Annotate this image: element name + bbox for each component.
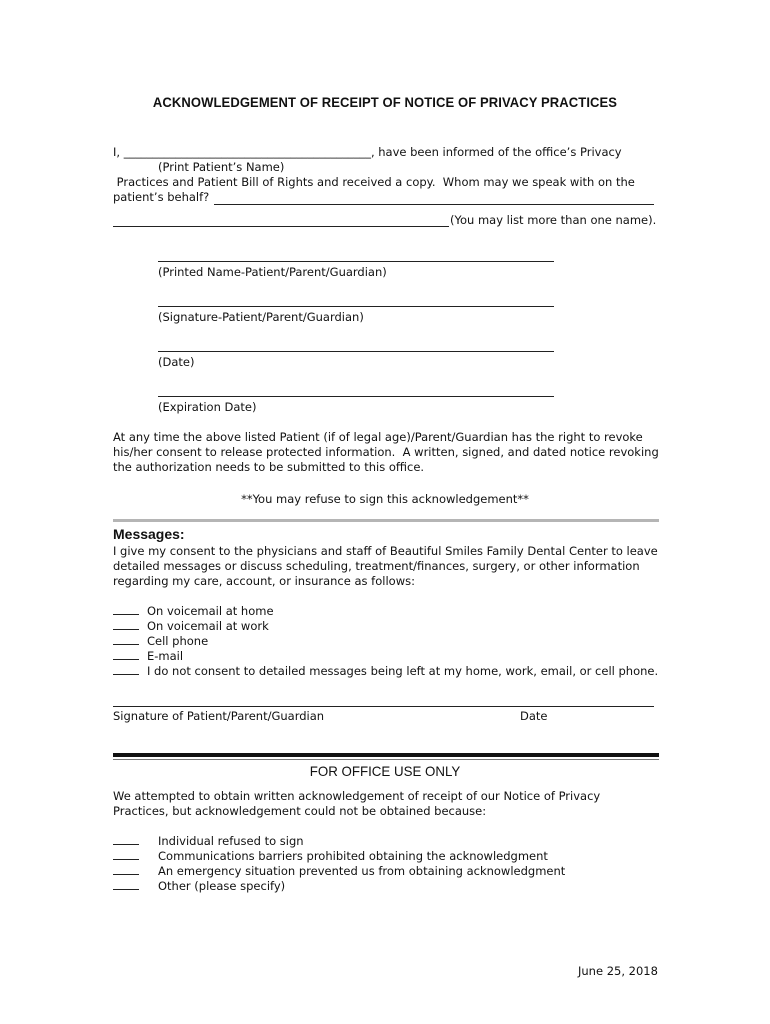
reason-item xyxy=(113,864,565,879)
option-checkbox-blank[interactable] xyxy=(113,634,139,645)
option-label: On voicemail at work xyxy=(147,619,269,633)
footer-date: June 25, 2018 xyxy=(578,964,658,978)
messages-line-2: detailed messages or discuss scheduling, treatment/finances, surgery, or other information xyxy=(113,559,640,573)
reason-checkbox-blank[interactable] xyxy=(113,879,139,890)
behalf-names-line-2[interactable] xyxy=(113,226,449,227)
revoke-line-3: the authorization needs to be submitted to this office. xyxy=(113,460,425,474)
message-option xyxy=(113,619,269,634)
message-option xyxy=(113,649,183,664)
patient-signature-label: Signature of Patient/Parent/Guardian xyxy=(113,709,325,723)
refuse-note: **You may refuse to sign this acknowledgement** xyxy=(241,492,529,506)
signature-label: (Signature-Patient/Parent/Guardian) xyxy=(158,310,364,324)
intro-prefix: I, xyxy=(113,145,124,159)
print-name-label: (Print Patient’s Name) xyxy=(158,160,285,174)
message-option xyxy=(113,604,274,619)
message-option xyxy=(113,664,658,679)
reason-label: An emergency situation prevented us from obtaining acknowledgment xyxy=(158,864,566,878)
option-checkbox-blank[interactable] xyxy=(113,604,139,615)
office-line-1: We attempted to obtain written acknowledgement of receipt of our Notice of Privacy xyxy=(113,789,601,803)
intro-line-1 xyxy=(113,145,622,160)
message-option xyxy=(113,634,208,649)
messages-line-3: regarding my care, account, or insurance as follows: xyxy=(113,574,415,588)
intro-line-3: patient’s behalf? xyxy=(113,190,213,204)
option-label: Cell phone xyxy=(147,634,209,648)
reason-label: Other (please specify) xyxy=(158,879,286,893)
document-title: ACKNOWLEDGEMENT OF RECEIPT OF NOTICE OF PRIVACY PRACTICES xyxy=(152,94,618,110)
option-checkbox-blank[interactable] xyxy=(113,619,139,630)
printed-name-line[interactable] xyxy=(158,261,554,262)
revoke-line-1: At any time the above listed Patient (if of legal age)/Parent/Guardian has the right to revoke xyxy=(113,430,643,444)
option-checkbox-blank[interactable] xyxy=(113,649,139,660)
patient-date-label: Date xyxy=(520,709,548,723)
reason-item xyxy=(113,834,304,849)
reason-item xyxy=(113,879,285,894)
reason-label: Communications barriers prohibited obtaining the acknowledgment xyxy=(158,849,548,863)
office-line-2: Practices, but acknowledgement could not be obtained because: xyxy=(113,804,487,818)
reason-item xyxy=(113,849,548,864)
intro-suffix: , have been informed of the office’s Privacy xyxy=(370,145,622,159)
reason-checkbox-blank[interactable] xyxy=(113,864,139,875)
signature-line[interactable] xyxy=(158,306,554,307)
list-more-note: (You may list more than one name). xyxy=(450,213,657,227)
revoke-line-2: his/her consent to release protected information. A written, signed, and dated notice revoking xyxy=(113,445,659,459)
behalf-names-line-1[interactable] xyxy=(214,204,654,205)
option-checkbox-blank[interactable] xyxy=(113,664,139,675)
date-label: (Date) xyxy=(158,355,195,369)
printed-name-label: (Printed Name-Patient/Parent/Guardian) xyxy=(158,265,387,279)
option-label: I do not consent to detailed messages being left at my home, work, email, or cell phone. xyxy=(147,664,659,678)
reason-label: Individual refused to sign xyxy=(158,834,304,848)
intro-line-2: Practices and Patient Bill of Rights and received a copy. Whom may we speak with on the xyxy=(113,175,635,189)
date-line[interactable] xyxy=(158,351,554,352)
patient-signature-line[interactable] xyxy=(113,706,654,707)
office-use-heading: FOR OFFICE USE ONLY xyxy=(309,763,461,779)
expiration-date-label: (Expiration Date) xyxy=(158,400,257,414)
office-divider-thin xyxy=(113,759,659,760)
reason-checkbox-blank[interactable] xyxy=(113,834,139,845)
messages-line-1: I give my consent to the physicians and staff of Beautiful Smiles Family Dental Center to leave xyxy=(113,544,658,558)
reason-checkbox-blank[interactable] xyxy=(113,849,139,860)
messages-heading: Messages: xyxy=(113,526,185,542)
messages-divider xyxy=(113,519,659,522)
office-divider-thick xyxy=(113,753,659,757)
patient-name-blank[interactable]: ___________________________________________ xyxy=(123,145,371,159)
expiration-date-line[interactable] xyxy=(158,396,554,397)
option-label: E-mail xyxy=(147,649,184,663)
option-label: On voicemail at home xyxy=(147,604,274,618)
